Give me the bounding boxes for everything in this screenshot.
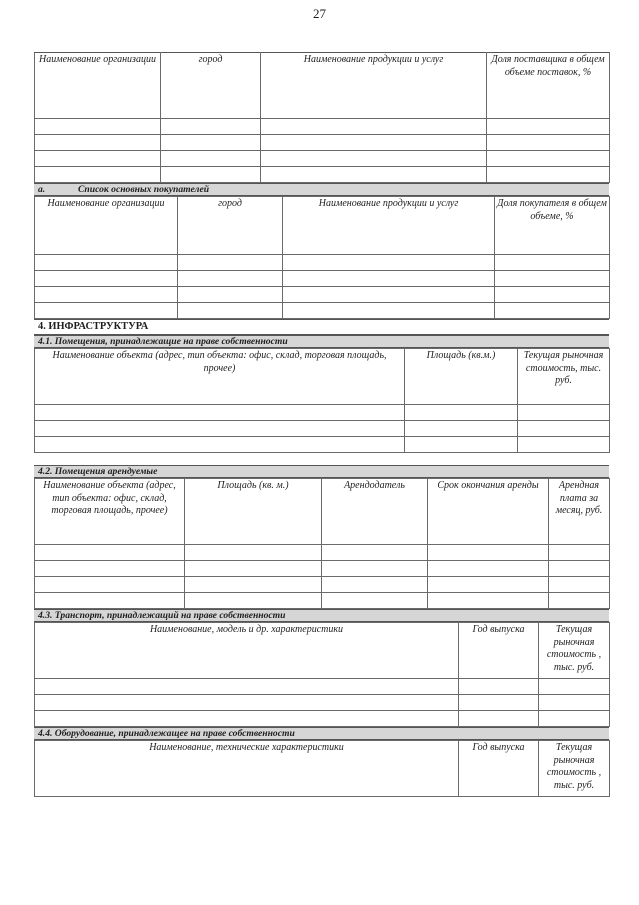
section-title: 4. ИНФРАСТРУКТУРА (38, 321, 149, 332)
leased-premises-table (34, 478, 610, 609)
column-header: Наименование продукции и услуг (283, 197, 495, 255)
section-title: Список основных покупателей (78, 184, 210, 195)
empty-cell[interactable] (495, 255, 610, 271)
empty-cell[interactable] (35, 271, 178, 287)
empty-cell[interactable] (283, 255, 495, 271)
table-row (35, 679, 610, 695)
table-row (35, 545, 610, 561)
column-header: город (161, 53, 261, 119)
column-header: Площадь (кв.м.) (405, 349, 518, 405)
empty-cell[interactable] (428, 545, 549, 561)
table-row (35, 695, 610, 711)
table-row (35, 303, 610, 319)
empty-cell[interactable] (405, 421, 518, 437)
table-header-row (35, 741, 610, 797)
column-header: Наименование объекта (адрес, тип объекта: офис, склад, торговая площадь, прочее) (35, 479, 185, 545)
empty-cell[interactable] (261, 119, 487, 135)
empty-cell[interactable] (161, 167, 261, 183)
column-header: Год выпуска (459, 623, 539, 679)
section-title: 4.1. Помещения, принадлежащие на праве собственности (38, 336, 288, 347)
empty-cell[interactable] (35, 577, 185, 593)
column-header: Наименование, модель и др. характеристики (35, 623, 459, 679)
column-header: Наименование, технические характеристики (35, 741, 459, 797)
table-row (35, 271, 610, 287)
empty-cell[interactable] (161, 151, 261, 167)
empty-cell[interactable] (35, 287, 178, 303)
empty-cell[interactable] (487, 151, 610, 167)
empty-cell[interactable] (178, 287, 283, 303)
column-header: Наименование организации (35, 197, 178, 255)
column-header: Наименование продукции и услуг (261, 53, 487, 119)
empty-cell[interactable] (539, 711, 610, 727)
table-row (35, 437, 610, 453)
empty-cell[interactable] (35, 593, 185, 609)
empty-cell[interactable] (35, 561, 185, 577)
empty-cell[interactable] (35, 119, 161, 135)
section-header-equipment (34, 727, 609, 740)
table-row (35, 119, 610, 135)
empty-cell[interactable] (185, 593, 322, 609)
column-header: Доля покупателя в общем объеме, % (495, 197, 610, 255)
empty-cell[interactable] (178, 255, 283, 271)
column-header: город (178, 197, 283, 255)
empty-cell[interactable] (549, 561, 610, 577)
empty-cell[interactable] (459, 679, 539, 695)
empty-cell[interactable] (283, 287, 495, 303)
section-title: 4.2. Помещения арендуемые (38, 466, 158, 477)
empty-cell[interactable] (161, 135, 261, 151)
table-row (35, 711, 610, 727)
empty-cell[interactable] (35, 151, 161, 167)
empty-cell[interactable] (261, 151, 487, 167)
table-row (35, 421, 610, 437)
empty-cell[interactable] (322, 577, 428, 593)
empty-cell[interactable] (322, 545, 428, 561)
table-row (35, 287, 610, 303)
table-header-row (35, 53, 610, 119)
column-header: Арендная плата за месяц, руб. (549, 479, 610, 545)
column-header: Текущая рыночная стоимость , тыс. руб. (539, 623, 610, 679)
owned-premises-table (34, 348, 610, 453)
table-row (35, 151, 610, 167)
table-row (35, 255, 610, 271)
section-marker: a. (38, 184, 46, 195)
empty-cell[interactable] (35, 303, 178, 319)
transport-table (34, 622, 610, 727)
equipment-table (34, 740, 610, 797)
empty-cell[interactable] (35, 437, 405, 453)
table-row (35, 577, 610, 593)
empty-cell[interactable] (539, 695, 610, 711)
empty-cell[interactable] (261, 135, 487, 151)
questionnaire-form (34, 52, 609, 797)
section-title: 4.4. Оборудование, принадлежащее на праве собственности (38, 728, 295, 739)
empty-cell[interactable] (178, 303, 283, 319)
empty-cell[interactable] (185, 561, 322, 577)
section-header-infrastructure (34, 319, 609, 335)
empty-cell[interactable] (495, 271, 610, 287)
empty-cell[interactable] (428, 577, 549, 593)
empty-cell[interactable] (35, 679, 459, 695)
column-header: Наименование организации (35, 53, 161, 119)
table-header-row (35, 623, 610, 679)
empty-cell[interactable] (35, 695, 459, 711)
empty-cell[interactable] (495, 303, 610, 319)
column-header: Текущая рыночная стоимость , тыс. руб. (539, 741, 610, 797)
empty-cell[interactable] (405, 437, 518, 453)
table-header-row (35, 197, 610, 255)
column-header: Доля поставщика в общем объеме поставок, % (487, 53, 610, 119)
table-row (35, 135, 610, 151)
empty-cell[interactable] (185, 577, 322, 593)
empty-cell[interactable] (161, 119, 261, 135)
table-header-row (35, 479, 610, 545)
empty-cell[interactable] (428, 593, 549, 609)
table-row (35, 405, 610, 421)
table-header-row (35, 349, 610, 405)
suppliers-table (34, 52, 610, 183)
table-row (35, 593, 610, 609)
empty-cell[interactable] (549, 545, 610, 561)
empty-cell[interactable] (459, 711, 539, 727)
section-header-transport (34, 609, 609, 622)
empty-cell[interactable] (178, 271, 283, 287)
empty-cell[interactable] (35, 255, 178, 271)
page-number: 27 (313, 6, 326, 21)
section-header-leased-premises (34, 465, 609, 478)
empty-cell[interactable] (518, 421, 610, 437)
empty-cell[interactable] (487, 119, 610, 135)
section-header-owned-premises (34, 335, 609, 348)
empty-cell[interactable] (428, 561, 549, 577)
empty-cell[interactable] (322, 561, 428, 577)
section-title: 4.3. Транспорт, принадлежащий на праве собственности (38, 610, 286, 621)
empty-cell[interactable] (322, 593, 428, 609)
column-header: Арендодатель (322, 479, 428, 545)
empty-cell[interactable] (549, 577, 610, 593)
column-header: Год выпуска (459, 741, 539, 797)
column-header: Текущая рыночная стоимость, тыс. руб. (518, 349, 610, 405)
empty-cell[interactable] (283, 303, 495, 319)
empty-cell[interactable] (35, 405, 405, 421)
empty-cell[interactable] (549, 593, 610, 609)
customers-table (34, 196, 610, 319)
section-header-customers (34, 183, 609, 196)
empty-cell[interactable] (185, 545, 322, 561)
empty-cell[interactable] (35, 421, 405, 437)
empty-cell[interactable] (487, 135, 610, 151)
empty-cell[interactable] (35, 135, 161, 151)
empty-cell[interactable] (405, 405, 518, 421)
empty-cell[interactable] (539, 679, 610, 695)
empty-cell[interactable] (518, 437, 610, 453)
empty-cell[interactable] (487, 167, 610, 183)
empty-cell[interactable] (35, 167, 161, 183)
empty-cell[interactable] (35, 545, 185, 561)
column-header: Площадь (кв. м.) (185, 479, 322, 545)
empty-cell[interactable] (283, 271, 495, 287)
empty-cell[interactable] (261, 167, 487, 183)
table-row (35, 167, 610, 183)
empty-cell[interactable] (35, 711, 459, 727)
empty-cell[interactable] (495, 287, 610, 303)
column-header: Наименование объекта (адрес, тип объекта: офис, склад, торговая площадь, прочее) (35, 349, 405, 405)
column-header: Срок окончания аренды (428, 479, 549, 545)
table-row (35, 561, 610, 577)
empty-cell[interactable] (518, 405, 610, 421)
empty-cell[interactable] (459, 695, 539, 711)
